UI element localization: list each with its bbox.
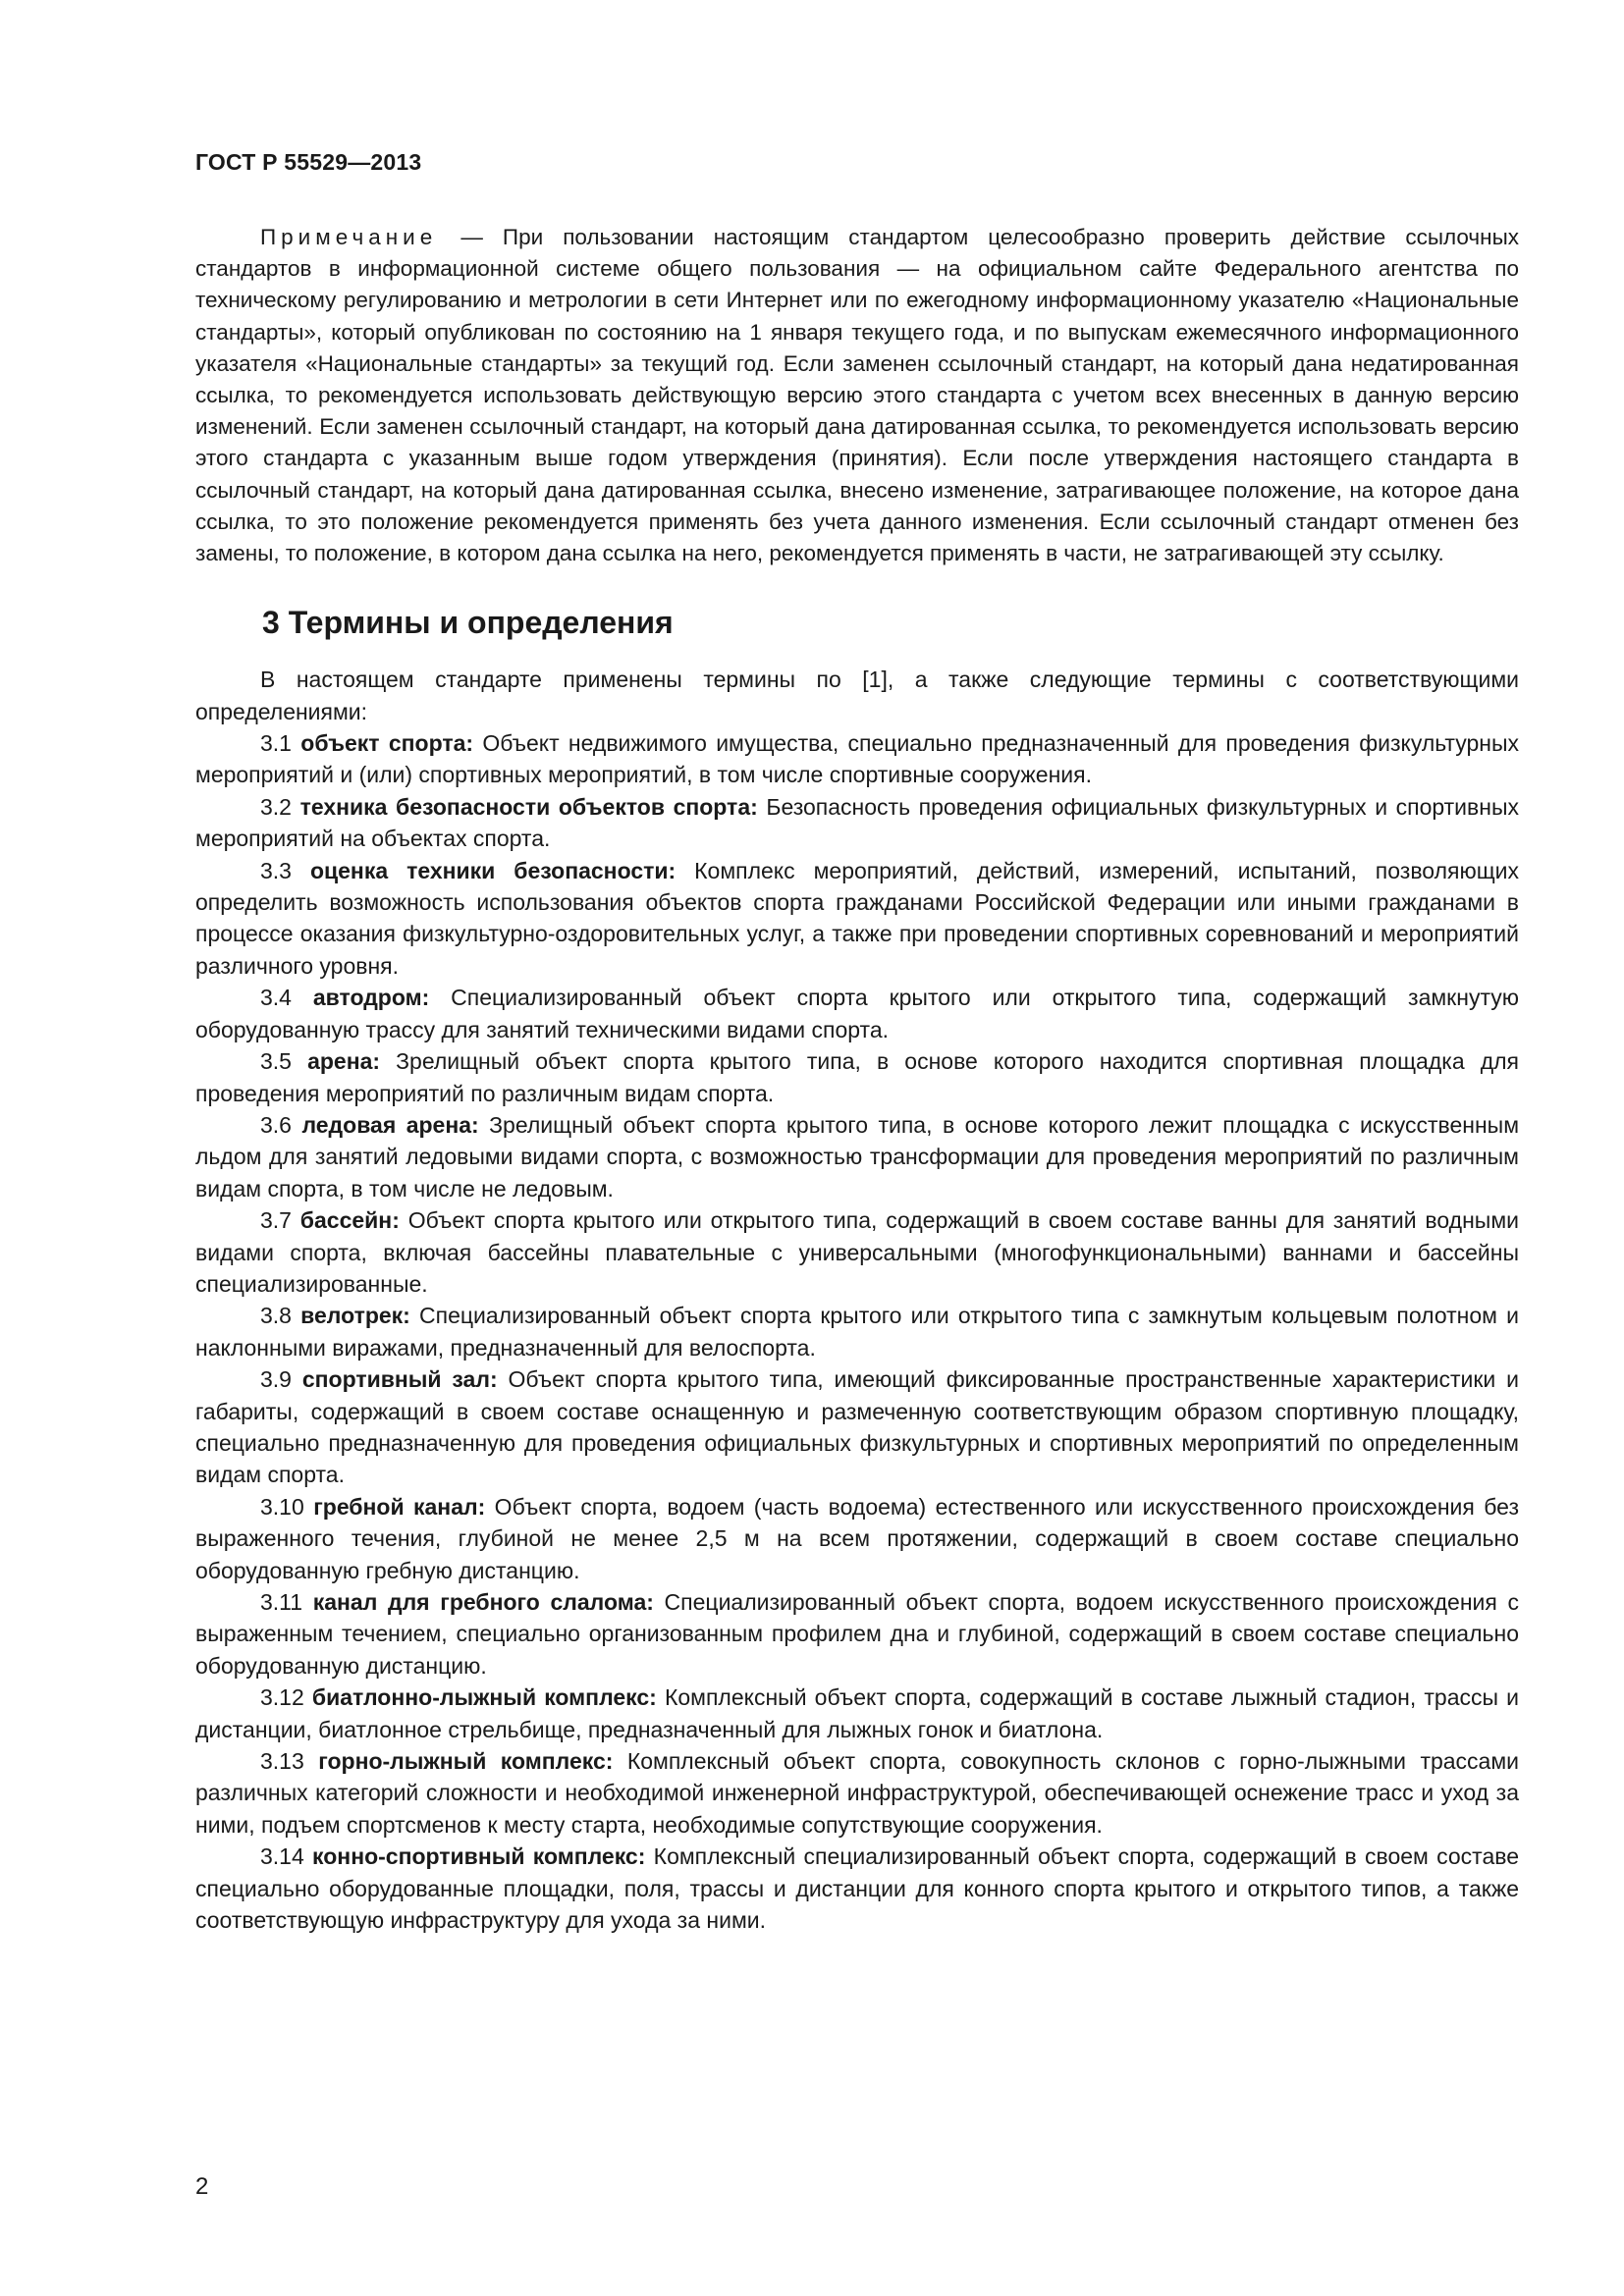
term-name: велотрек: bbox=[300, 1303, 410, 1329]
term-entry bbox=[195, 1204, 1519, 1300]
term-name: биатлонно-лыжный комплекс: bbox=[311, 1684, 657, 1711]
page-content bbox=[195, 222, 1519, 1936]
term-definition: Объект спорта крытого или открытого типа, содержащий в своем составе ванны для занятий водными видами спорта, включая бассейны плавательные с универсальными (многофункциональными) ваннами и бассейны специализированные. bbox=[195, 1207, 1519, 1297]
term-definition: Специализированный объект спорта крытого или открытого типа с замкнутым кольцевым полотном и наклонными виражами, предназначенный для велоспорта. bbox=[195, 1303, 1519, 1361]
term-definition: Зрелищный объект спорта крытого типа, в основе которого находится спортивная площадка для проведения мероприятий по различным видам спорта. bbox=[195, 1048, 1519, 1106]
term-entry bbox=[195, 855, 1519, 983]
term-name: бассейн: bbox=[299, 1207, 400, 1234]
term-definition: Объект спорта, водоем (часть водоема) естественного или искусственного происхождения без выраженного течения, глубиной не менее 2,5 м на всем протяжении, содержащий в своем составе специально оборудованную гребную дистанцию. bbox=[195, 1493, 1519, 1583]
term-number: 3.7 bbox=[260, 1207, 300, 1234]
term-name: горно-лыжный комплекс: bbox=[318, 1748, 614, 1775]
section-title: 3 Термины и определения bbox=[262, 605, 674, 641]
term-definition: Комплексный объект спорта, содержащий в составе лыжный стадион, трассы и дистанции, биатлонное стрельбище, предназначенный для лыжных гонок и биатлона. bbox=[195, 1684, 1520, 1742]
term-entry bbox=[195, 982, 1519, 1045]
term-definition: Безопасность проведения официальных физкультурных и спортивных мероприятий на объектах спорта. bbox=[195, 793, 1519, 852]
term-name: оценка техники безопасности: bbox=[309, 857, 677, 883]
note-label: Примечание bbox=[260, 225, 438, 249]
note-text: — При пользовании настоящим стандартом целесообразно проверить действие ссылочных стандартов в информационной системе общего пользования — на официальном сайте Федерального агентства по техническому регулированию и метрологии в сети Интернет или по ежегодному информационному указателю «Национальные стандарты», который опубликован по состоянию на 1 января текущего года, и по выпускам ежемесячного информационного указателя «Национальные стандарты» за текущий год. Если заменен ссылочный стандарт, на который дана недатированная ссылка, то рекомендуется использовать действующую версию этого стандарта с учетом всех внесенных в данную версию изменений. Если заменен ссылочный стандарт, на который дана датированная ссылка, то рекомендуется использовать версию этого стандарта с указанным выше годом утверждения (принятия). Если после утверждения настоящего стандарта в ссылочный стандарт, на который дана датированная ссылка, внесено изменение, затрагивающее положение, на которое дана ссылка, то это положение рекомендуется применять без учета данного изменения. Если ссылочный стандарт отменен без замены, то положение, в котором дана ссылка на него, рекомендуется применять в части, не затрагивающей эту ссылку. bbox=[195, 225, 1519, 566]
term-entry bbox=[195, 1841, 1519, 1936]
term-name: техника безопасности объектов спорта: bbox=[299, 793, 758, 820]
term-definition: Объект спорта крытого типа, имеющий фиксированные пространственные характеристики и габариты, содержащий в своем составе оснащенную и размеченную соответствующим образом спортивную площадку, специально предназначенную для проведения официальных физкультурных и спортивных мероприятий по определенным видам спорта. bbox=[195, 1366, 1519, 1488]
term-entry bbox=[195, 727, 1519, 791]
term-definition: Специализированный объект спорта крытого или открытого типа, содержащий замкнутую оборудованную трассу для занятий техническими видами спорта. bbox=[195, 985, 1519, 1042]
term-number: 3.5 bbox=[260, 1048, 308, 1075]
section-intro: В настоящем стандарте применены термины по [1], а также следующие термины с соответствующими определениями: bbox=[195, 667, 1519, 724]
term-entry bbox=[195, 1682, 1519, 1745]
term-number: 3.6 bbox=[260, 1111, 302, 1138]
document-code-header: ГОСТ Р 55529—2013 bbox=[195, 149, 422, 175]
term-entry bbox=[195, 791, 1519, 855]
term-name: объект спорта: bbox=[300, 730, 474, 757]
term-name: конно-спортивный комплекс: bbox=[312, 1843, 646, 1870]
term-definition: Комплексный специализированный объект спорта, содержащий в своем составе специально оборудованные площадки, поля, трассы и дистанции для конного спорта крытого и открытого типов, а также соответствующую инфраструктуру для ухода за ними. bbox=[195, 1843, 1520, 1934]
term-number: 3.2 bbox=[260, 793, 300, 820]
term-definition: Специализированный объект спорта, водоем искусственного происхождения с выраженным течением, специально организованным профилем дна и глубиной, содержащий в своем составе специально оборудованную дистанцию. bbox=[195, 1589, 1520, 1679]
term-number: 3.10 bbox=[260, 1493, 314, 1520]
term-number: 3.9 bbox=[260, 1366, 302, 1393]
term-name: арена: bbox=[307, 1048, 381, 1075]
term-definition: Зрелищный объект спорта крытого типа, в основе которого лежит площадка с искусственным льдом для занятий ледовыми видами спорта, с возможностью трансформации для проведения мероприятий по различным видам спорта, в том числе не ледовым. bbox=[195, 1111, 1520, 1201]
reference-note bbox=[195, 222, 1519, 569]
term-number: 3.13 bbox=[260, 1748, 319, 1775]
term-definition: Объект недвижимого имущества, специально предназначенный для проведения физкультурных мероприятий и (или) спортивных мероприятий, в том числе спортивные сооружения. bbox=[195, 730, 1519, 788]
term-entry bbox=[195, 1300, 1519, 1363]
term-number: 3.11 bbox=[260, 1589, 313, 1616]
term-definition: Комплекс мероприятий, действий, измерений, испытаний, позволяющих определить возможность использования объектов спорта гражданами Российской Федерации или иными гражданами в процессе оказания физкультурно-оздоровительных услуг, а также при проведении спортивных соревнований и мероприятий различного уровня. bbox=[195, 857, 1519, 979]
term-name: ледовая арена: bbox=[301, 1111, 479, 1138]
term-entry bbox=[195, 1491, 1519, 1586]
term-name: автодром: bbox=[312, 985, 430, 1011]
term-entry bbox=[195, 1586, 1519, 1682]
term-number: 3.8 bbox=[260, 1303, 301, 1329]
term-number: 3.4 bbox=[260, 985, 313, 1011]
term-definition: Комплексный объект спорта, совокупность склонов с горно-лыжными трассами различных категорий сложности и необходимой инженерной инфраструктурой, обеспечивающей оснежение трасс и уход за ними, подъем спортсменов к месту старта, необходимые сопутствующие сооружения. bbox=[195, 1748, 1520, 1838]
term-name: гребной канал: bbox=[313, 1493, 486, 1520]
term-entry bbox=[195, 1745, 1519, 1841]
term-entry bbox=[195, 1109, 1519, 1204]
term-number: 3.3 bbox=[260, 857, 310, 883]
term-entry bbox=[195, 1045, 1519, 1109]
term-name: спортивный зал: bbox=[301, 1366, 498, 1393]
page-number: 2 bbox=[195, 2173, 209, 2200]
term-name: канал для гребного слалома: bbox=[312, 1589, 654, 1616]
terms-list bbox=[195, 727, 1519, 1936]
term-number: 3.1 bbox=[260, 730, 301, 757]
term-number: 3.14 bbox=[260, 1843, 313, 1870]
term-number: 3.12 bbox=[260, 1684, 312, 1711]
term-entry bbox=[195, 1363, 1519, 1491]
